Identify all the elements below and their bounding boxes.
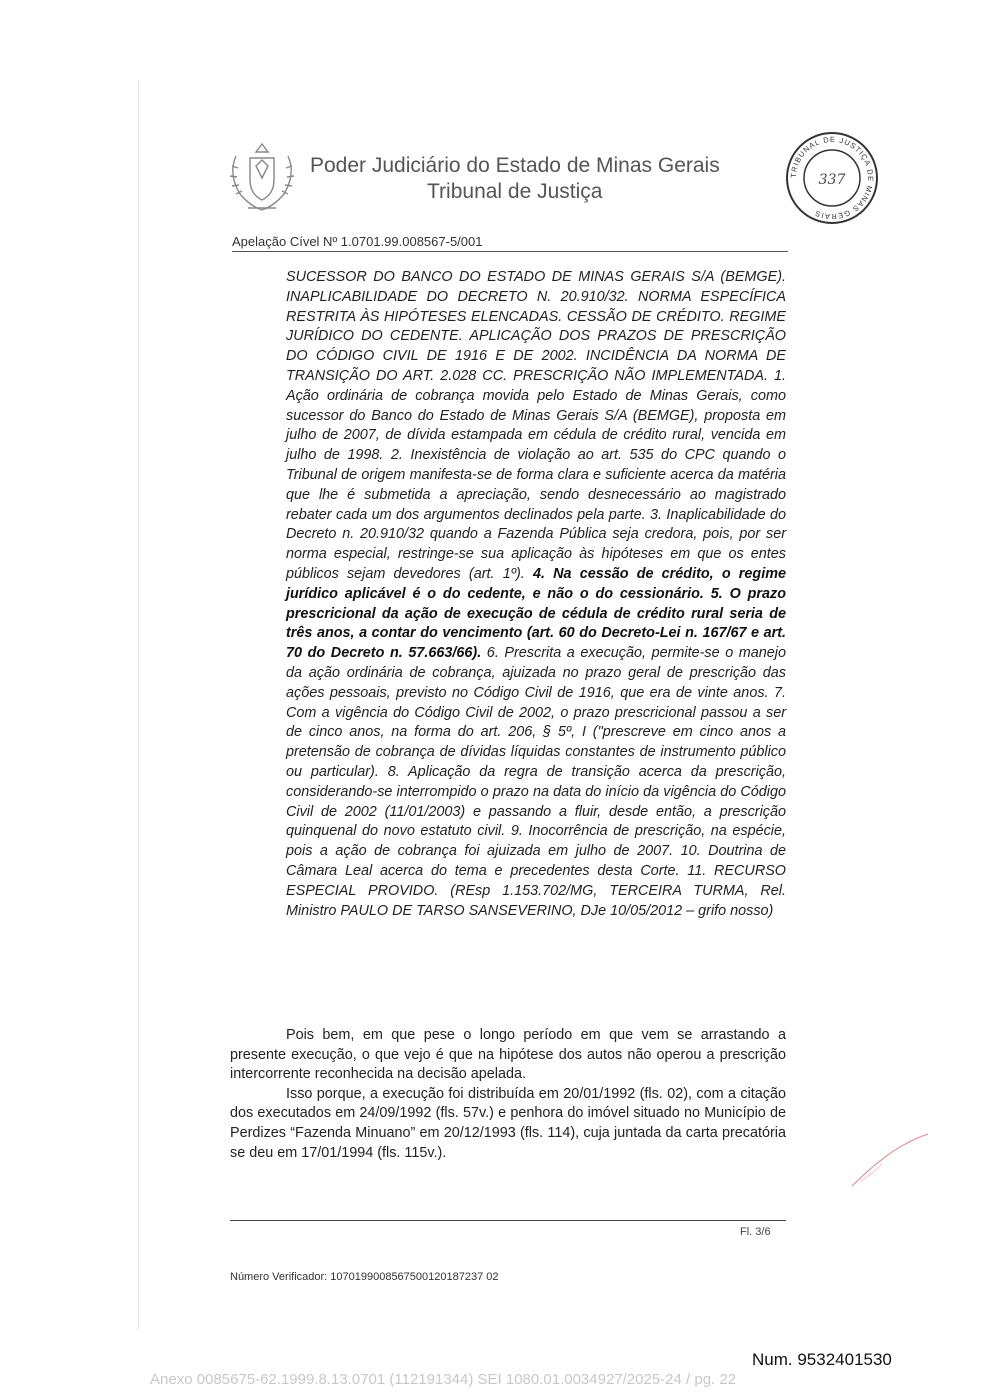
document-body bbox=[230, 1026, 786, 1163]
coat-of-arms-icon bbox=[222, 136, 302, 220]
quote-bold-highlight: 4. Na cessão de crédito, o regime jurídico aplicável é o do cedente, e não o do cessionário. 5. O prazo prescricional da ação de execução de cédula de crédito rural seria de três anos, a contar do vencimento (art. 60 do Decreto-Lei n. 167/67 e art. 70 do Decreto n. 57.663/66). bbox=[286, 565, 786, 662]
seal-handwritten-number: 337 bbox=[818, 172, 846, 188]
seal-outer-text: TRIBUNAL DE JUSTIÇA DE MINAS GERAIS bbox=[788, 134, 876, 222]
tribunal-stamp-seal bbox=[784, 130, 880, 226]
footer-divider bbox=[230, 1220, 786, 1221]
body-paragraph-2: Isso porque, a execução foi distribuída em 20/01/1992 (fls. 02), com a citação dos executados em 24/09/1992 (fls. 57v.) e penhora do imóvel situado no Município de Perdizes “Fazenda Minuano” em 20/12/1993 (fls. 114), cuja juntada da carta precatória se deu em 17/01/1994 (fls. 115v.). bbox=[230, 1085, 786, 1161]
body-paragraph-1: Pois bem, em que pese o longo período em que vem se arrastando a presente execução, o que vejo é que na hipótese dos autos não operou a prescrição intercorrente reconhecida na decisão apelada. bbox=[230, 1027, 786, 1083]
case-number: Apelação Cível Nº 1.0701.99.008567-5/001 bbox=[232, 234, 788, 252]
signature-mark bbox=[850, 1130, 930, 1190]
court-name: Poder Judiciário do Estado de Minas Gerais bbox=[310, 154, 720, 177]
document-stamp-number: Num. 9532401530 bbox=[752, 1350, 892, 1369]
tribunal-name: Tribunal de Justiça bbox=[427, 180, 603, 203]
margin-line bbox=[138, 80, 139, 1330]
page-number: Fl. 3/6 bbox=[740, 1226, 771, 1238]
document-header bbox=[222, 136, 782, 226]
verifier-number: Número Verificador: 1070199008567500120187237 02 bbox=[230, 1271, 499, 1283]
quote-text-part1: SUCESSOR DO BANCO DO ESTADO DE MINAS GERAIS S/A (BEMGE). INAPLICABILIDADE DO DECRETO N. 20.910/32. NORMA ESPECÍFICA RESTRITA ÀS HIPÓTESES ELENCADAS. CESSÃO DE CRÉDITO. REGIME JURÍDICO DO CEDENTE. APLICAÇÃO DOS PRAZOS DE PRESCRIÇÃO DO CÓDIGO CIVIL DE 1916 E DE 2002. INCIDÊNCIA DA NORMA DE TRANSIÇÃO DO ART. 2.028 CC. PRESCRIÇÃO NÃO IMPLEMENTADA. 1. Ação ordinária de cobrança movida pelo Estado de Minas Gerais, como sucessor do Banco do Estado de Minas Gerais S/A (BEMGE), proposta em julho de 2007, de dívida estampada em cédula de crédito rural, vencida em julho de 1998. 2. Inexistência de violação ao art. 535 do CPC quando o Tribunal de origem manifesta-se de forma clara e suficiente acerca da matéria que lhe é submetida a apreciação, sendo desnecessário ao magistrado rebater cada um dos argumentos declinados pela parte. 3. Inaplicabilidade do Decreto n. 20.910/32 quando a Fazenda Pública seja credora, pois, por ser norma especial, restringe-se sua aplicação às hipóteses em que os entes públicos sejam devedores (art. 1º). bbox=[286, 269, 786, 582]
quote-text-part2: 6. Prescrita a execução, permite-se o manejo da ação ordinária de cobrança, ajuizada no prazo geral de prescrição das ações pessoais, previsto no Código Civil de 1916, que era de vinte anos. 7. Com a vigência do Código Civil de 2002, o prazo prescricional passou a ser de cinco anos, na forma do art. 206, § 5º, I ("prescreve em cinco anos a pretensão de cobrança de dívidas líquidas constantes de instrumento público ou particular). 8. Aplicação da regra de transição acerca da prescrição, considerando-se interrompido o prazo na data do início da vigência do Código Civil de 2002 (11/01/2003) e passando a fluir, desde então, a prescrição quinquenal do novo estatuto civil. 9. Inocorrência de prescrição, na espécie, pois a ação de cobrança foi ajuizada em julho de 2007. 10. Doutrina de Câmara Leal acerca do tema e precedentes desta Corte. 11. RECURSO ESPECIAL PROVIDO. (REsp 1.153.702/MG, TERCEIRA TURMA, Rel. Ministro PAULO DE TARSO SANSEVERINO, DJe 10/05/2012 – grifo nosso) bbox=[286, 645, 787, 919]
jurisprudence-quote bbox=[286, 268, 786, 921]
annex-watermark: Anexo 0085675-62.1999.8.13.0701 (112191344) SEI 1080.01.0034927/2025-24 / pg. 22 bbox=[150, 1371, 737, 1388]
